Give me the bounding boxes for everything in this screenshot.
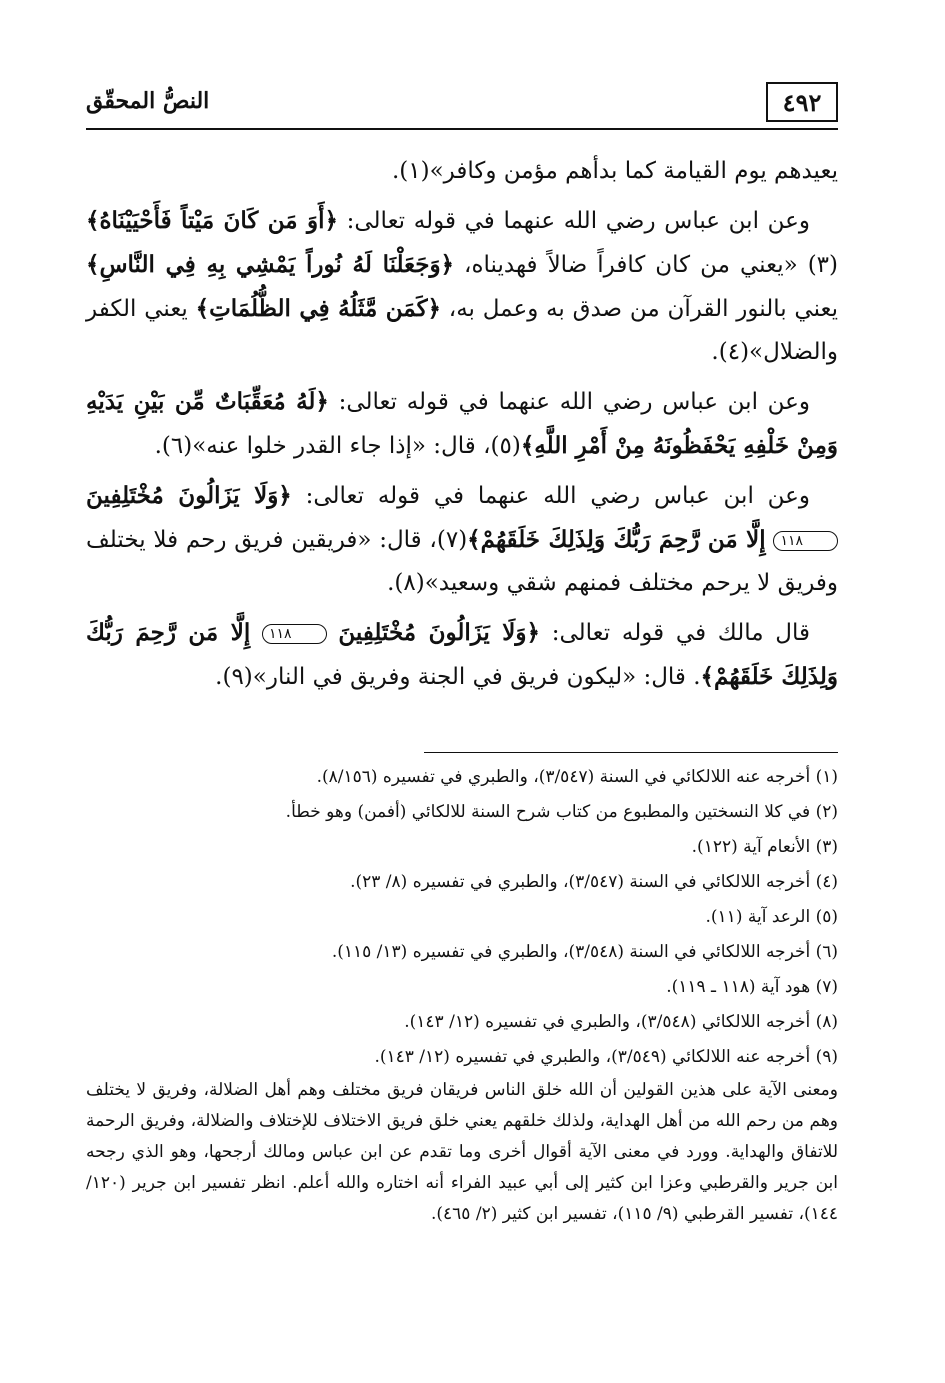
paragraph-1 [86,150,838,193]
footnote: (٩) أخرجه عنه اللالكائي (٣/٥٤٩)، والطبري في تفسيره (١٢/ ١٤٣). [374,1047,838,1067]
paragraph-2-text: وعن ابن عباس رضي الله عنهما في قوله تعالى: [337,208,810,234]
footnote-continuation: ومعنى الآية على هذين القولين أن الله خلق الناس فريقان فريق مختلف وهم أهل الضلالة، وفريق لا يختلف وهم من رحم الله من أهل الهداية، ولذلك خلقهم يعني خلق فريق الاختلاف للإختلاف والضلالة، وفريق الرحمة للاتفاق والهداية. وورد في معنى الآية أقوال أخرى وما تقدم عن ابن عباس ومالك أرجحها، وهو الذي رجحه ابن جرير والقرطبي وعزا ابن كثير إلى أبي عبيد الفراء أنه اختاره والله أعلم. انظر تفسير ابن جرير (١٢٠/ ١٤٤)، تفسير القرطبي (٩/ ١١٥)، تفسير ابن كثير (٢/ ٤٦٥). [86,1080,838,1224]
quran-quote: ﴿وَلَا يَزَالُونَ مُخْتَلِفِينَ [86,482,292,509]
ayah-number: ١١٨ [773,531,838,551]
quran-quote: ﴿أَوَ مَن كَانَ مَيْتاً فَأَحْيَيْنَاهُ﴾ [86,207,338,234]
footnotes [86,760,838,1230]
paragraph-4-text: وعن ابن عباس رضي الله عنهما في قوله تعالى: [291,483,810,509]
paragraph-4 [86,474,838,605]
footnote: (١) أخرجه عنه اللالكائي في السنة (٣/٥٤٧)، والطبري في تفسيره (٨/١٥٦). [316,767,838,787]
footnote: (٢) في كلا النسختين والمطبوع من كتاب شرح السنة للالكائي (أفمن) وهو خطأ. [285,802,838,822]
page-number: ٤٩٢ [766,82,838,122]
footnote: (٣) الأنعام آية (١٢٢). [691,837,838,857]
quran-quote: ﴿لَهُ مُعَقِّبَاتٌ مِّن بَيْنِ يَدَيْهِ وَمِنْ خَلْفِهِ يَحْفَظُونَهُ مِنْ أَمْرِ اللَّهِ﴾ [86,388,838,459]
quran-quote: إِلَّا مَن رَّحِمَ رَبُّكَ وَلِذَلِكَ خَلَقَهُمْ﴾ [467,526,766,553]
ayah-number: ١١٨ [262,624,327,644]
paragraph-5-text: . قال: «ليكون فريق في الجنة وفريق في النار»(٩). [215,664,701,690]
paragraph-3-text: (٥)، قال: «إذا جاء القدر خلوا عنه»(٦). [154,433,521,459]
page-header [86,82,838,128]
footnote: (٨) أخرجه اللالكائي (٣/٥٤٨)، والطبري في تفسيره (١٢/ ١٤٣). [404,1012,838,1032]
quran-quote: ﴿وَجَعَلْنَا لَهُ نُوراً يَمْشِي بِهِ فِي النَّاسِ﴾ [86,251,455,278]
quran-quote: ﴿كَمَن مَّثَلُهُ فِي الظُّلُمَاتِ﴾ [195,295,442,322]
footnote: (٤) أخرجه اللالكائي في السنة (٣/٥٤٧)، والطبري في تفسيره (٨/ ٢٣). [350,872,838,892]
header-divider [86,128,838,130]
paragraph-4-text: (٧)، قال: «فريقين فريق رحم فلا يختلف وفريق لا يرحم مختلف فمنهم شقي وسعيد»(٨). [86,527,838,596]
paragraph-3 [86,380,838,468]
footnote-divider [424,752,838,753]
paragraph-3-text: وعن ابن عباس رضي الله عنهما في قوله تعالى: [328,389,810,415]
paragraph-5 [86,611,838,699]
running-title: النصُّ المحقّق [86,88,210,114]
paragraph-5-text: قال مالك في قوله تعالى: [539,620,810,646]
footnote: (٦) أخرجه اللالكائي في السنة (٣/٥٤٨)، والطبري في تفسيره (١٣/ ١١٥). [331,942,838,962]
paragraph-2 [86,199,838,374]
quran-quote: إِلَّا مَن رَّحِمَ رَبُّكَ وَلِذَلِكَ خَلَقَهُمْ﴾ [86,619,838,690]
paragraph-2-text: (٣) «يعني من كان كافراً ضالاً فهديناه، [454,252,839,278]
main-text [86,150,838,705]
quran-quote: ﴿وَلَا يَزَالُونَ مُخْتَلِفِينَ [338,619,540,646]
paragraph-2-text: يعني بالنور القرآن من صدق به وعمل به، [441,296,839,322]
paragraph-2-text: يعني الكفر والضلال»(٤). [86,296,838,365]
footnote: (٧) هود آية (١١٨ ـ ١١٩). [666,977,838,997]
footnote: (٥) الرعد آية (١١). [705,907,838,927]
paragraph-1-text: يعيدهم يوم القيامة كما بدأهم مؤمن وكافر»(١). [391,158,838,184]
